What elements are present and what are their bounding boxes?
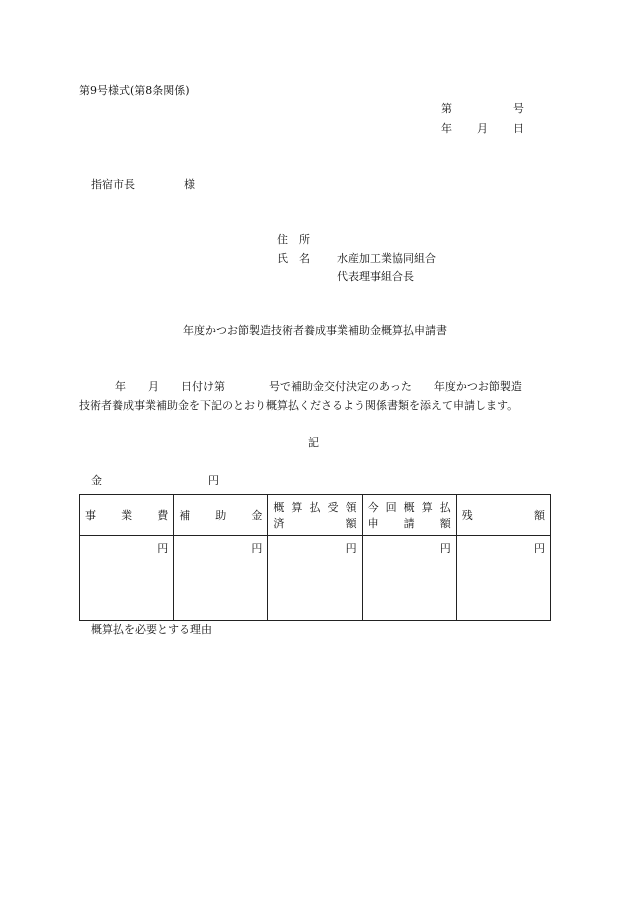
header-char: 算 bbox=[421, 501, 433, 514]
amount-label: 金 bbox=[91, 474, 102, 487]
header-char: 残 bbox=[461, 509, 473, 522]
ki-heading: 記 bbox=[308, 436, 319, 449]
header-char: 補 bbox=[179, 509, 191, 522]
doc-no-dai: 第 bbox=[441, 102, 452, 115]
header-hojokin bbox=[174, 495, 268, 536]
header-char: 額 bbox=[345, 517, 357, 530]
header-gaisan-juryo bbox=[268, 495, 362, 536]
body-line-1: 年 月 日付け第 号で補助金交付決定のあった 年度かつお節製造 bbox=[115, 380, 522, 393]
header-char: 請 bbox=[403, 517, 415, 530]
table-header-row bbox=[80, 495, 551, 536]
header-char: 概 bbox=[273, 501, 285, 514]
date-month: 月 bbox=[477, 122, 488, 135]
reason-label: 概算払を必要とする理由 bbox=[91, 623, 212, 636]
cell-gaisan-juryo[interactable] bbox=[268, 536, 362, 621]
yen-unit: 円 bbox=[251, 542, 263, 555]
header-char: 払 bbox=[439, 501, 451, 514]
header-jigyouhi bbox=[80, 495, 174, 536]
header-char: 受 bbox=[327, 501, 339, 514]
document-title: 年度かつお節製造技術者養成事業補助金概算払申請書 bbox=[183, 324, 447, 337]
header-char: 払 bbox=[309, 501, 321, 514]
address-label: 住 所 bbox=[277, 233, 310, 246]
header-konkai-shinsei bbox=[362, 495, 456, 536]
date-year: 年 bbox=[441, 122, 452, 135]
form-label: 第9号様式(第8条関係) bbox=[79, 84, 190, 97]
header-char: 申 bbox=[367, 517, 379, 530]
header-char: 概 bbox=[403, 501, 415, 514]
header-char: 額 bbox=[534, 509, 545, 522]
header-char: 領 bbox=[345, 501, 357, 514]
header-zangaku bbox=[456, 495, 550, 536]
date-day: 日 bbox=[513, 122, 524, 135]
header-char: 済 bbox=[273, 517, 285, 530]
yen-unit: 円 bbox=[345, 542, 357, 555]
amount-unit: 円 bbox=[208, 474, 219, 487]
cell-jigyouhi[interactable] bbox=[80, 536, 174, 621]
yen-unit: 円 bbox=[534, 542, 545, 555]
yen-unit: 円 bbox=[157, 542, 169, 555]
header-char: 業 bbox=[121, 509, 133, 522]
header-char: 回 bbox=[385, 501, 397, 514]
header-char: 金 bbox=[251, 509, 263, 522]
applicant-org: 水産加工業協同組合 bbox=[337, 252, 436, 265]
table-row bbox=[80, 536, 551, 621]
cell-zangaku[interactable] bbox=[456, 536, 550, 621]
header-char: 事 bbox=[85, 509, 96, 522]
applicant-rep: 代表理事組合長 bbox=[337, 270, 414, 283]
header-char: 助 bbox=[215, 509, 227, 522]
yen-unit: 円 bbox=[439, 542, 451, 555]
doc-no-go: 号 bbox=[513, 102, 524, 115]
header-char: 今 bbox=[367, 501, 379, 514]
addressee-name: 指宿市長 bbox=[91, 178, 135, 191]
cell-konkai-shinsei[interactable] bbox=[362, 536, 456, 621]
name-label: 氏 名 bbox=[277, 252, 310, 265]
header-char: 額 bbox=[439, 517, 451, 530]
body-line-2: 技術者養成事業補助金を下記のとおり概算払くださるよう関係書類を添えて申請します。 bbox=[79, 399, 519, 412]
addressee-honorific: 様 bbox=[184, 178, 195, 191]
header-char: 算 bbox=[291, 501, 303, 514]
header-char: 費 bbox=[157, 509, 169, 522]
cell-hojokin[interactable] bbox=[174, 536, 268, 621]
expense-table bbox=[79, 494, 551, 621]
